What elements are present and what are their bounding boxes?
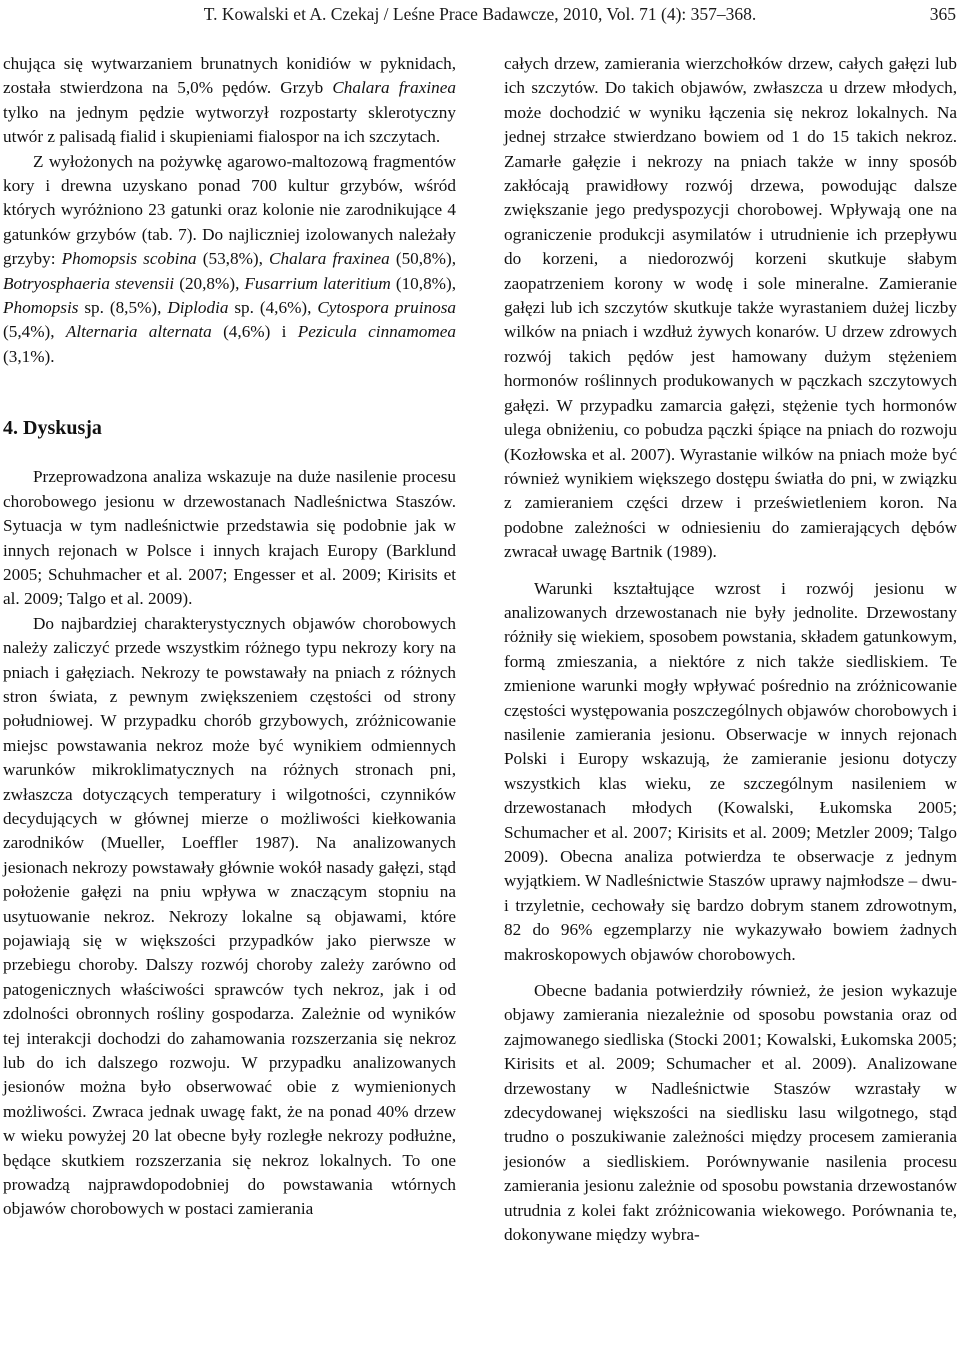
species-name: Chalara fraxinea bbox=[269, 249, 390, 269]
paragraph: Warunki kształtujące wzrost i rozwój jesionu w analizowanych drzewostanach nie były jednolite. Drzewostany różniły się wiekiem, sposobem powstania, składem gatunkowym, formą zmieszania, a niektóre z nich także siedliskiem. Te zmienione warunki mogły wpływać pośrednio na zróżnicowanie częstości występowania poszczególnych objawów chorobowych i nasilenie zamierania jesionu. Obserwacje w innych rejonach Polski i Europy wskazują, że zamieranie jesionu dotyczy wszystkich klas wieku, ze szczególnym nasileniem w drzewostanach młodych (Kowalski, Łukomska 2005; Schumacher et al. 2007; Kirisits et al. 2009; Metzler 2009; Talgo 2009). Obecna analiza potwierdza te obserwacje z jednym wyjątkiem. W Nadleśnictwie Staszów uprawy najmłodsze – dwu- i trzyletnie, cechowały się bardzo dobrym stanem zdrowotnym, 82 do 96% egzemplarzy nie wykazywało bowiem żadnych makroskopowych objawów chorobowych. bbox=[504, 578, 957, 964]
species-name: Cytospora pruinosa bbox=[317, 298, 456, 318]
paragraph: Do najbardziej charakterystycznych objawów chorobowych należy zaliczyć przede wszystkim różnego typu nekrozy kory na pniach i gałęziach. Nekrozy te powstawały na pniach z różnych stron świata, z pewnym zwiększeniem częstości od strony południowej. W przypadku chorób grzybowych, zróżnicowanie miejsc powstawania nekroz może być wynikiem odmiennych warunków mikroklimatycznych na różnych stronach pni, zwłaszcza dotyczących temperatury i wilgotności, czynników decydujących w głównej mierze o możliwości kiełkowania zarodników (Mueller, Loeffler 1987). Na analizowanych jesionach nekrozy powstawały głównie wokół nasady gałęzi, stąd położenie gałęzi na pniu wpływa w znaczącym stopniu na usytuowanie nekroz. Nekrozy lokalne są objawami, które pojawiają się w większości przypadków jako pierwsze w przebiegu choroby. Dalszy rozwój choroby zależy zarówno od patogenicznych właściwości sprawców tych nekroz, jak i od zdolności obronnych rośliny gospodarza. Zależnie od wyników tej interakcji dochodzi do zahamowania rozszerzania się nekroz lub do ich dalszego rozwoju. W przypadku analizowanych jesionów można było obserwować obie z wymienionych możliwości. Zwraca jednak uwagę fakt, że na ponad 40% drzew w wieku powyżej 20 lat obecne były rozległe nekrozy podłużne, będące skutkiem rozszerzania się nekroz lokalnych. To one prowadzą najprawdopodobniej do powstawania wtórnych objawów chorobowych w postaci zamierania bbox=[3, 613, 456, 1219]
species-name: Phomopsis scobina bbox=[61, 249, 197, 269]
section-heading: 4. Dyskusja bbox=[3, 417, 102, 440]
species-name: Diplodia bbox=[167, 298, 229, 318]
species-name: Fusarrium lateritium bbox=[244, 273, 391, 293]
paragraph: Obecne badania potwierdziły również, że jesion wykazuje objawy zamierania niezależnie od sposobu powstania oraz od zajmowanego siedliska (Stocki 2001; Kowalski, Łukomska 2005; Kirisits et al. 2009; Schumacher et al. 2009). Analizowane drzewostany w Nadleśnictwie Staszów wzrastały w zdecydowanej większości na siedlisku lasu wilgotnego, stąd trudno o poszukiwanie zależności między procesem zamierania jesionów a siedliskiem. Porównywanie nasilenia procesu zamierania jesionu zależnie od sposobu powstania drzewostanów utrudnia z kolei fakt zróżnicowania wiekowego. Porównania te, dokonywane między wybra- bbox=[504, 981, 957, 1245]
right-column bbox=[504, 52, 957, 1248]
species-name: Pezicula cinnamomea bbox=[297, 322, 457, 342]
species-name: Chalara fraxinea bbox=[332, 78, 456, 98]
species-name: Botryosphaeria stevensii bbox=[3, 273, 175, 293]
paragraph: chująca się wytwarzaniem brunatnych konidiów w pyknidach, została stwierdzona na 5,0% pędów. Grzyb Chalara fraxinea tylko na jednym pędzie wytworzył rozpostarty sklerotyczny utwór z palisadą fialid i skupieniami fialospor na ich szczytach. bbox=[3, 54, 456, 147]
paragraph: Z wyłożonych na pożywkę agarowo-maltozową fragmentów kory i drewna uzyskano ponad 700 kultur grzybów, wśród których wyróżniono 23 gatunki oraz kolonie nie zarodnikujące 4 gatunków grzybów (tab. 7). Do najliczniej izolowanych należały grzyby: Phomopsis scobina (53,8%), Chalara fraxinea (50,8%), Botryosphaeria stevensii (20,8%), Fusarrium lateritium (10,8%), Phomopsis sp. (8,5%), Diplodia sp. (4,6%), Cytospora pruinosa (5,4%), Alternaria alternata (4,6%) i Pezicula cinnamomea (3,1%). bbox=[3, 151, 457, 366]
paragraph: Przeprowadzona analiza wskazuje na duże nasilenie procesu chorobowego jesionu w drzewostanach Nadleśnictwa Staszów. Sytuacja w tym nadleśnictwie przedstawia się podobnie jak w innych rejonach w Polsce i innych krajach Europy (Barklund 2005; Schuhmacher et al. 2007; Engesser et al. 2009; Kirisits et al. 2009; Talgo et al. 2009). bbox=[3, 467, 456, 609]
page-number: 365 bbox=[929, 4, 956, 24]
paragraph: całych drzew, zamierania wierzchołków drzew, całych gałęzi lub ich szczytów. Do takich objawów, zwłaszcza u drzew młodych, może dochodzić w wyniku łączenia się nekroz lokalnych. Na jednej strzałce stwierdzano bowiem od 1 do 15 takich nekroz. Zamarłe gałęzie i nekrozy na pniach także w inny sposób zakłócają prawidłowy rozwój drzewa, powodując dalsze zwiększanie jego predyspozycji chorobowej. Wpływają one na ograniczenie produkcji asymilatów i utrudnienie ich przepływu do korzeni, a niedorozwój korzeni skutkuje słabym zaopatrzeniem korony w wodę i sole mineralne. Zamieranie gałęzi lub ich szczytów skutkuje także wyrastaniem dużej liczby wilków na pniach i wzdłuż żywych konarów. U drzew zdrowych rozwój takich pędów jest hamowany dużym stężeniem hormonów roślinnych produkowanych w pączkach szczytowych gałęzi. W przypadku zamarcia gałęzi, stężenie tych hormonów ulega obniżeniu, co pobudza pączki śpiące na pniach do rozwoju (Kozłowska et al. 2007). Wyrastanie wilków na pniach może być również wynikiem większego dostępu światła do pni, w związku z zamieraniem części drzew i prześwietleniem koron. Na podobne zależności w odniesieniu do zamierających dębów zwracał uwagę Bartnik (1989). bbox=[504, 54, 957, 562]
header-citation: T. Kowalski et A. Czekaj / Leśne Prace Badawcze, 2010, Vol. 71 (4): 357–368. bbox=[203, 4, 757, 24]
left-column bbox=[3, 52, 456, 1222]
species-name: Phomopsis bbox=[3, 298, 79, 318]
species-name: Alternaria alternata bbox=[65, 322, 212, 342]
running-header bbox=[0, 4, 960, 28]
